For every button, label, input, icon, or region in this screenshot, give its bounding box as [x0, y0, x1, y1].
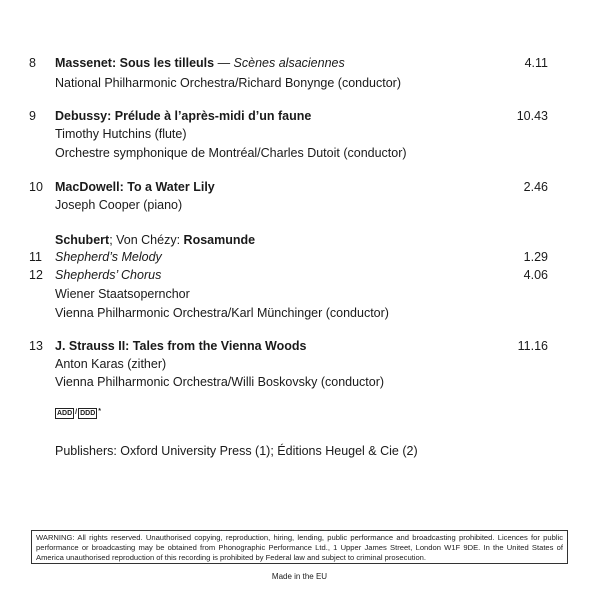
- track-title: [55, 55, 345, 71]
- track-title: Shepherds’ Chorus: [55, 268, 162, 282]
- track-number: 10: [29, 180, 43, 194]
- performer: National Philharmonic Orchestra/Richard Bonynge (conductor): [55, 76, 401, 90]
- performer: Orchestre symphonique de Montréal/Charles Dutoit (conductor): [55, 146, 407, 160]
- made-in-label: Made in the EU: [271, 572, 328, 581]
- composer: Schubert: [55, 233, 110, 247]
- dash: —: [214, 56, 234, 70]
- track-duration: 2.46: [523, 180, 548, 194]
- performer: Vienna Philharmonic Orchestra/Karl Münchinger (conductor): [55, 306, 389, 320]
- track-number: 9: [29, 109, 36, 123]
- performer: Anton Karas (zither): [55, 357, 167, 371]
- recording-codes: [55, 408, 101, 419]
- composer-title: Debussy: Prélude à l’après-midi d’un faune: [55, 109, 312, 123]
- track-duration: 1.29: [523, 250, 548, 264]
- work-heading: [55, 232, 255, 248]
- separator: ; Von Chézy:: [109, 233, 184, 247]
- copyright-warning: WARNING: All rights reserved. Unauthorised copying, reproduction, hiring, lending, public performance and broadcasting prohibited. Licences for public performance or broadcasting may be obtained from Phonographic Performance Ltd., 1 Upper James Street, London W1F 9DE. In the United States of America unauthorised reproduction of this recording is prohibited by Federal law and subject to criminal prosecution.: [31, 530, 568, 564]
- work-title: Rosamunde: [183, 233, 256, 247]
- track-duration: 11.16: [517, 339, 548, 353]
- track-duration: 4.06: [523, 268, 548, 282]
- track-duration: 10.43: [516, 109, 548, 123]
- track-title: Shepherd’s Melody: [55, 250, 162, 264]
- composer-title: J. Strauss II: Tales from the Vienna Woods: [55, 339, 307, 353]
- performer: Vienna Philharmonic Orchestra/Willi Boskovsky (conductor): [55, 375, 385, 389]
- add-code: ADD: [57, 410, 73, 417]
- ddd-code: DDD: [80, 410, 96, 417]
- composer-title: Massenet: Sous les tilleuls: [55, 56, 215, 70]
- track-duration: 4.11: [524, 56, 548, 70]
- track-number: 13: [29, 339, 43, 353]
- track-number: 11: [29, 250, 42, 264]
- code-slash: /: [75, 409, 78, 416]
- performer: Timothy Hutchins (flute): [55, 127, 187, 141]
- work-subtitle: Scènes alsaciennes: [233, 56, 345, 70]
- track-number: 8: [29, 56, 36, 70]
- performer: Wiener Staatsopernchor: [55, 287, 190, 301]
- composer-title: MacDowell: To a Water Lily: [55, 180, 215, 194]
- code-asterisk: *: [98, 408, 102, 415]
- performer: Joseph Cooper (piano): [55, 198, 183, 212]
- publishers-note: Publishers: Oxford University Press (1); Éditions Heugel & Cie (2): [55, 444, 418, 458]
- track-number: 12: [29, 268, 43, 282]
